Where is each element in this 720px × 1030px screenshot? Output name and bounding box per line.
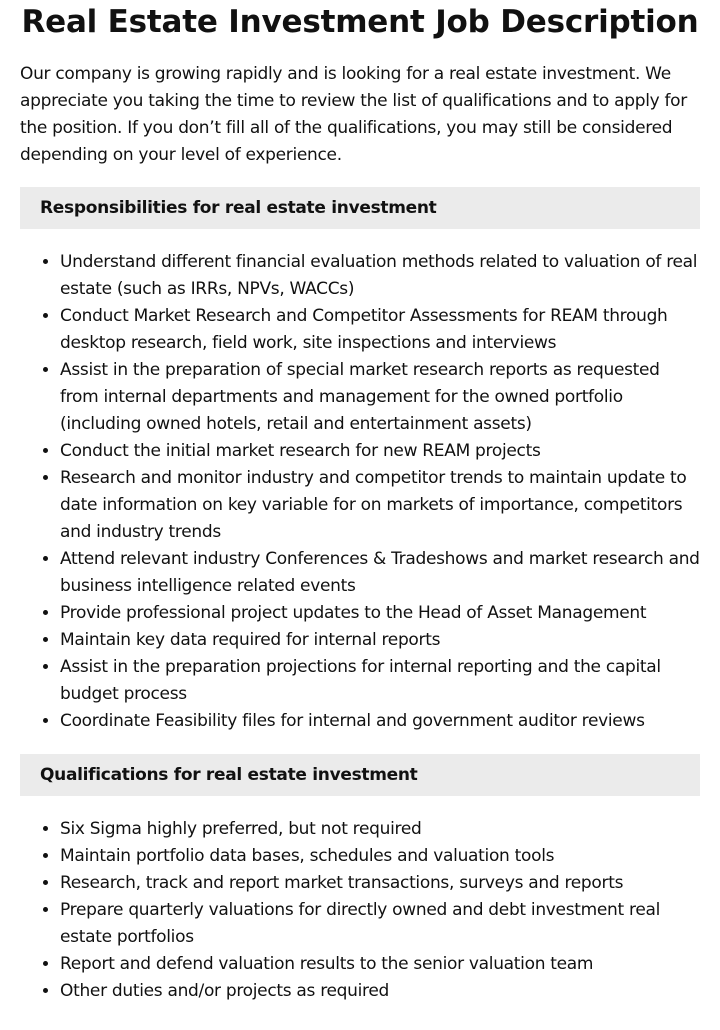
qualifications-heading: Qualifications for real estate investment <box>20 754 700 796</box>
list-item: • Research, track and report market transactions, surveys and reports <box>60 870 700 897</box>
list-item: • Provide professional project updates to the Head of Asset Management <box>60 600 700 627</box>
responsibilities-heading: Responsibilities for real estate investment <box>20 187 700 229</box>
list-item: • Conduct Market Research and Competitor Assessments for REAM through desktop research, field work, site inspections and interviews <box>60 303 700 357</box>
list-item: • Assist in the preparation projections for internal reporting and the capital budget process <box>60 654 700 708</box>
list-item: • Maintain portfolio data bases, schedules and valuation tools <box>60 843 700 870</box>
list-item: • Report and defend valuation results to the senior valuation team <box>60 951 700 978</box>
intro-paragraph: Our company is growing rapidly and is looking for a real estate investment. We appreciate you taking the time to review the list of qualifications and to apply for the position. If you don’t fill all of the qualifications, you may still be considered depending on your level of experience. <box>20 64 687 165</box>
list-item: • Conduct the initial market research for new REAM projects <box>60 438 700 465</box>
list-item: • Six Sigma highly preferred, but not required <box>60 816 700 843</box>
responsibilities-list <box>20 249 700 735</box>
list-item: • Prepare quarterly valuations for directly owned and debt investment real estate portfolios <box>60 897 700 951</box>
qualifications-list <box>20 816 700 1005</box>
list-item: • Understand different financial evaluation methods related to valuation of real estate (such as IRRs, NPVs, WACCs) <box>60 249 700 303</box>
list-item: • Other duties and/or projects as required <box>60 978 700 1005</box>
list-item: • Coordinate Feasibility files for internal and government auditor reviews <box>60 708 700 735</box>
page-title: Real Estate Investment Job Description <box>21 4 699 40</box>
list-item: • Maintain key data required for internal reports <box>60 627 700 654</box>
list-item: • Assist in the preparation of special market research reports as requested from internal departments and management for the owned portfolio (including owned hotels, retail and entertainment assets) <box>60 357 700 438</box>
list-item: • Research and monitor industry and competitor trends to maintain update to date information on key variable for on markets of importance, competitors and industry trends <box>60 465 700 546</box>
list-item: • Attend relevant industry Conferences & Tradeshows and market research and business intelligence related events <box>60 546 700 600</box>
